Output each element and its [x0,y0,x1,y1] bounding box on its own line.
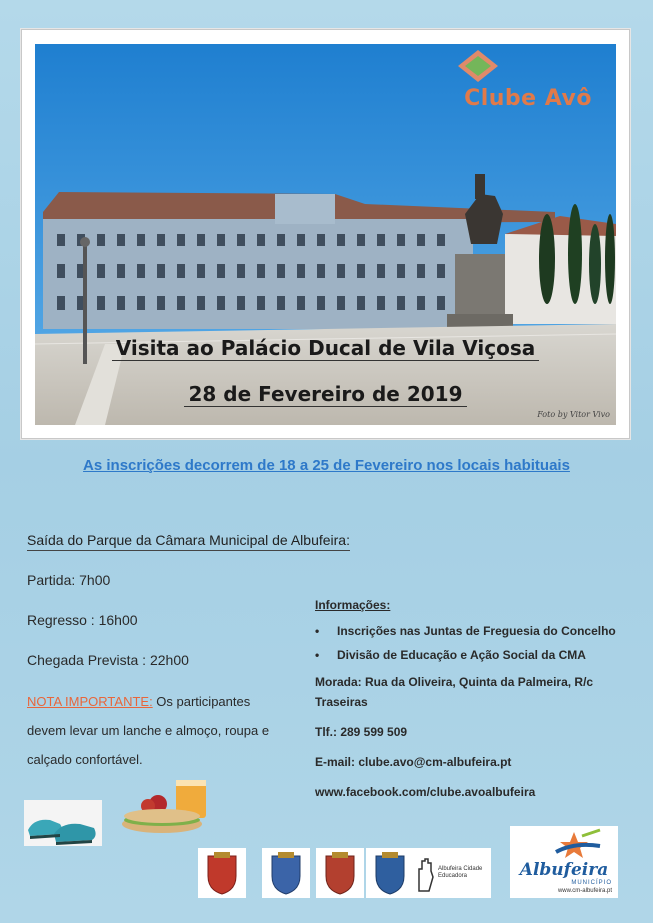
palace-photo [35,44,616,425]
parish-crest-icon [198,848,246,898]
event-date [35,382,616,406]
event-title-text: Visita ao Palácio Ducal de Vila Viçosa [112,336,539,361]
departure-time: Partida: 7h00 [27,572,111,588]
information-section [315,598,635,812]
cidade-educadora-logo [405,848,491,898]
photo-card [21,29,630,439]
albufeira-municipio-logo [510,826,618,898]
municipio-name: Albufeira [519,860,609,880]
important-note-text: Os participantes devem levar um lanche e almoço, roupa e calçado confortável. [27,694,270,767]
walking-shoes-image [24,800,102,846]
facebook-link[interactable]: www.facebook.com/clube.avoalbufeira [315,785,536,799]
star-logo-icon [554,828,604,862]
important-note [27,687,292,774]
hand-icon [411,853,441,893]
address: Morada: Rua da Oliveira, Quinta da Palmeira, R/c Traseiras [315,675,594,709]
phone: Tlf.: 289 599 509 [315,725,408,739]
info-bullet: • Inscrições nas Juntas de Freguesia do Concelho [315,624,635,638]
departure-heading: Saída do Parque da Câmara Municipal de Albufeira: [27,532,350,551]
info-bullet: • Divisão de Educação e Ação Social da CMA [315,648,635,662]
event-date-text: 28 de Fevereiro de 2019 [184,382,466,407]
parish-crest-icon [262,848,310,898]
registration-notice: As inscrições decorrem de 18 a 25 de Fevereiro nos locais habituais [83,457,570,474]
important-note-label: NOTA IMPORTANTE: [27,694,153,709]
municipio-url[interactable]: www.cm-albufeira.pt [557,888,612,894]
clube-avo-logo [458,50,598,111]
arrival-time: Chegada Prevista : 22h00 [27,652,189,668]
return-time: Regresso : 16h00 [27,612,138,628]
clube-avo-title: Clube Avô [464,86,592,111]
clube-avo-emblem-icon [458,50,498,82]
photo-credit: Foto by Vitor Vivo [537,410,610,419]
municipio-label: MUNICÍPIO [571,880,612,886]
lunch-image [120,778,215,840]
cidade-educadora-text: Albufeira Cidade Educadora [438,866,483,879]
information-title: Informações: [315,598,391,612]
event-title [35,336,616,360]
parish-crest-icon [316,848,364,898]
email-link[interactable]: E-mail: clube.avo@cm-albufeira.pt [315,755,512,769]
